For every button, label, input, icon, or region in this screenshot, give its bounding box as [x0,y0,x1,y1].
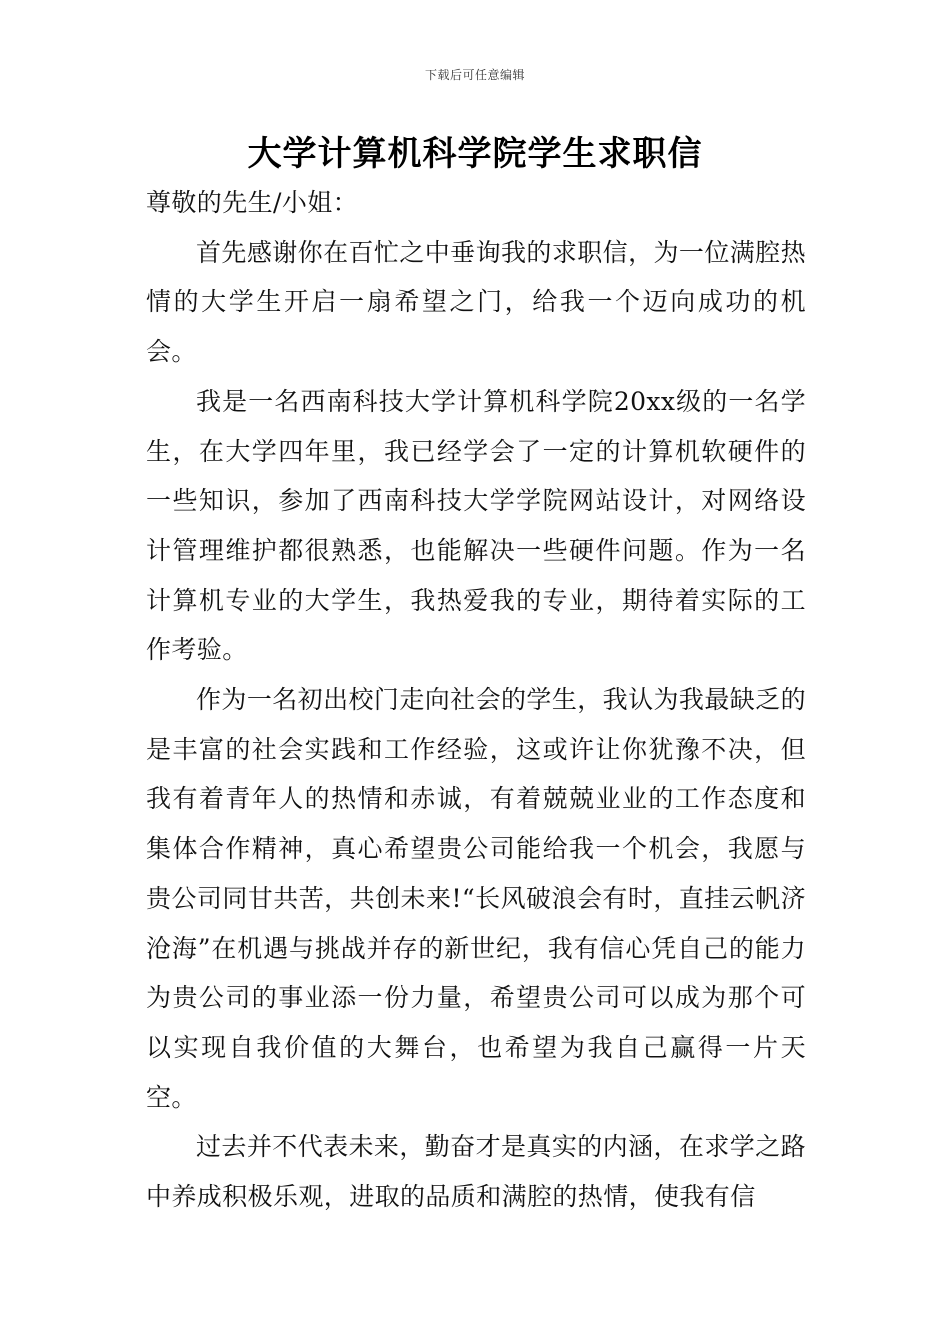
paragraph-2: 我是一名西南科技大学计算机科学院20xx级的一名学生，在大学四年里，我已经学会了一定的计算机软硬件的一些知识，参加了西南科技大学学院网站设计，对网络设计管理维护都很熟悉，也能解决一些硬件问题。作为一名计算机专业的大学生，我热爱我的专业，期待着实际的工作考验。 [146,386,806,665]
paragraph-1: 首先感谢你在百忙之中垂询我的求职信，为一位满腔热情的大学生开启一扇希望之门，给我一个迈向成功的机会。 [146,237,806,367]
salutation: 尊敬的先生/小姐： [146,188,359,217]
paragraph-4: 过去并不代表未来，勤奋才是真实的内涵，在求学之路中养成积极乐观，进取的品质和满腔的热情，使我有信 [146,1132,806,1212]
letter-body [146,178,806,1222]
header-note: 下载后可任意编辑 [424,68,525,82]
paragraph-3: 作为一名初出校门走向社会的学生，我认为我最缺乏的是丰富的社会实践和工作经验，这或许让你犹豫不决，但我有着青年人的热情和赤诚，有着兢兢业业的工作态度和集体合作精神，真心希望贵公司能给我一个机会，我愿与贵公司同甘共苦，共创未来!“长风破浪会有时，直挂云帆济沧海”在机遇与挑战并存的新世纪，我有信心凭自己的能力为贵公司的事业添一份力量，希望贵公司可以成为那个可以实现自我价值的大舞台，也希望为我自己赢得一片天空。 [146,685,806,1112]
document-title: 大学计算机科学院学生求职信 [247,134,703,174]
